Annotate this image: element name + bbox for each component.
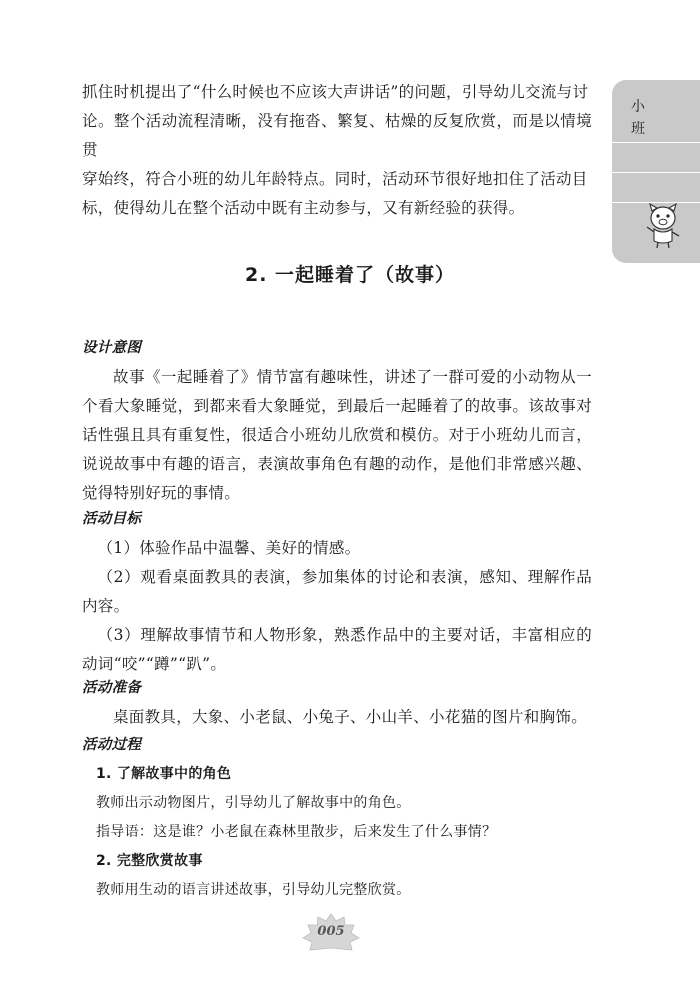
preparation-text: 桌面教具，大象、小老鼠、小兔子、小山羊、小花猫的图片和胸饰。 bbox=[113, 708, 588, 726]
lesson-title: 2. 一起睡着了（故事） bbox=[244, 264, 456, 286]
intro-line: 论。整个活动流程清晰，没有拖沓、繁复、枯燥的反复欣赏，而是以情境贯 bbox=[82, 112, 592, 159]
goal-item: （2）观看桌面教具的表演，参加集体的讨论和表演，感知、理解作品内容。 bbox=[82, 568, 592, 615]
intro-line: 抓住时机提出了“什么时候也不应该大声讲话”的问题，引导幼儿交流与讨 bbox=[82, 83, 589, 101]
design-intent-text: 故事《一起睡着了》情节富有趣味性，讲述了一群可爱的小动物从一个看大象睡觉，到都来看大象睡觉，到最后一起睡着了的故事。该故事对话性强且具有重复性，很适合小班幼儿欣赏和模仿。对于小班幼儿而言，说说故事中有趣的语言，表演故事角色有趣的动作，是他们非常感兴趣、觉得特别好玩的事情。 bbox=[82, 368, 592, 502]
step1-prompt: 指导语：这是谁？小老鼠在森林里散步，后来发生了什么事情？ bbox=[96, 824, 497, 840]
step1-text: 教师出示动物图片，引导幼儿了解故事中的角色。 bbox=[96, 795, 411, 811]
preparation-section bbox=[82, 674, 592, 732]
design-intent-heading: 设计意图 bbox=[82, 340, 142, 356]
step2-text: 教师用生动的语言讲述故事，引导幼儿完整欣赏。 bbox=[96, 882, 411, 898]
preparation-heading: 活动准备 bbox=[82, 680, 142, 696]
intro-line: 穿始终，符合小班的幼儿年龄特点。同时，活动环节很好地扣住了活动目 bbox=[82, 170, 588, 188]
pig-mascot-icon bbox=[642, 203, 684, 249]
chapter-side-tab bbox=[612, 80, 700, 263]
step1-title: 1. 了解故事中的角色 bbox=[96, 766, 232, 782]
process-heading: 活动过程 bbox=[82, 737, 142, 753]
page-number-badge bbox=[300, 912, 362, 952]
goal-item: （3）理解故事情节和人物形象，熟悉作品中的主要对话，丰富相应的动词“咬”“蹲”“趴”。 bbox=[82, 626, 592, 673]
intro-paragraph bbox=[82, 78, 592, 223]
process-section bbox=[82, 731, 592, 905]
goal-item: （1）体验作品中温馨、美好的情感。 bbox=[97, 539, 361, 557]
page-number: 005 bbox=[317, 924, 345, 939]
goals-section bbox=[82, 505, 592, 679]
step2-title: 2. 完整欣赏故事 bbox=[96, 853, 203, 869]
tab-divider bbox=[612, 142, 700, 143]
intro-line: 标，使得幼儿在整个活动中既有主动参与，又有新经验的获得。 bbox=[82, 199, 525, 217]
tab-divider bbox=[612, 172, 700, 173]
design-intent-section bbox=[82, 334, 592, 508]
goals-heading: 活动目标 bbox=[82, 511, 142, 527]
side-tab-label: 小班 bbox=[631, 99, 645, 137]
